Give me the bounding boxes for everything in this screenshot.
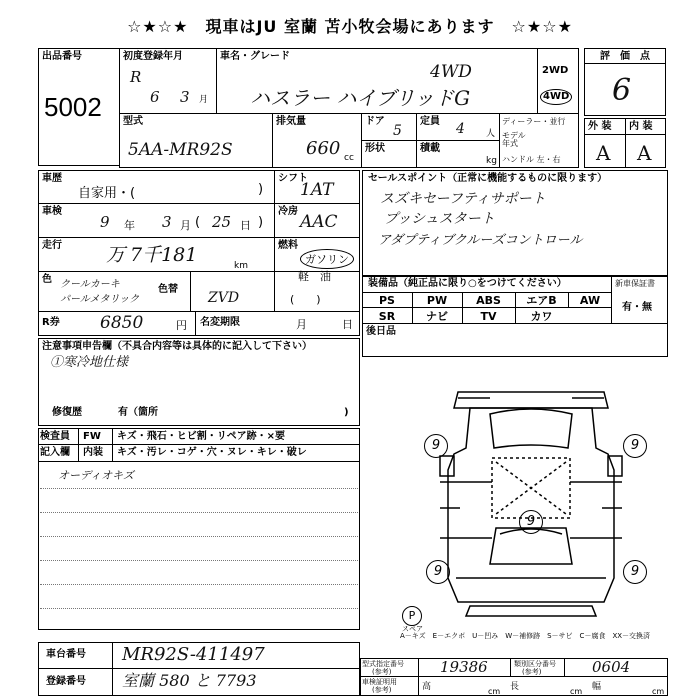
car-drive-handwritten: 4WD: [430, 62, 472, 82]
equip-aw: AW: [579, 294, 601, 307]
equip-ps: PS: [379, 294, 395, 307]
equip-sr: SR: [378, 310, 396, 323]
displacement-unit: cc: [344, 153, 354, 163]
rear-items-label: 後日品: [366, 326, 396, 337]
registration-label: 登録番号: [46, 676, 86, 687]
capacity-label: 定員: [420, 116, 440, 127]
page-title: ☆★☆★ 現車はJU 室蘭 苫小牧会場にあります ☆★☆★: [127, 17, 573, 36]
sales-points-label: セールスポイント（正常に機能するものに限ります）: [368, 173, 608, 184]
inspection-year-unit: 年: [124, 219, 135, 232]
aircon-label: 冷房: [278, 206, 298, 217]
load-label: 積載: [420, 143, 440, 154]
ext-grade-value: A: [596, 141, 611, 165]
lot-number: 5002: [44, 92, 102, 122]
inspection-label: 車検: [42, 206, 62, 217]
inspection-day-unit: 日: [240, 219, 251, 232]
shape-label: 形状: [365, 143, 385, 154]
shift-value: 1AT: [300, 180, 334, 200]
int-grade-label: 内 装: [629, 121, 653, 132]
cert-width: 幅: [592, 682, 602, 692]
displacement-label: 排気量: [276, 116, 306, 127]
notes-label: 注意事項申告欄（不具合内容等は具体的に記入して下さい）: [42, 341, 312, 352]
fuel-label: 燃料: [278, 240, 298, 251]
diagram-mark-center: 9: [519, 510, 543, 534]
doors-value: 5: [393, 123, 402, 139]
equip-leather: カワ: [530, 310, 553, 323]
inspector-fw: FW: [83, 431, 101, 442]
diagram-roof-front: [454, 392, 608, 408]
equip-navi: ナビ: [426, 310, 448, 323]
cert-length: 長: [510, 682, 520, 692]
ticket-value: 6850: [100, 313, 144, 333]
fuel-alt: 軽 油: [298, 270, 331, 283]
ext-grade-label: 外 装: [588, 121, 612, 132]
shift-label: シフト: [278, 173, 308, 184]
history-value: 自家用・(: [78, 186, 136, 201]
mileage-value: 7千181: [130, 244, 198, 266]
color-value: クールカーキ パールメタリック: [60, 279, 140, 305]
inspection-day: 25: [212, 213, 232, 231]
registration-value: 室蘭 580 と 7793: [122, 671, 257, 690]
equip-airbag: エアB: [526, 294, 557, 307]
designation-label: 型式指定番号: [362, 660, 404, 668]
first-reg-month-unit: 月: [199, 95, 209, 105]
first-reg-label: 初度登録年月: [123, 51, 183, 62]
fuel-value: ガソリン: [300, 249, 354, 269]
spare-label: スペア: [402, 625, 423, 633]
fuel-paren: ( ): [290, 293, 321, 306]
handle-label: ハンドル 左・右: [502, 155, 561, 164]
warranty-label: 新車保証書: [615, 279, 655, 288]
inspection-paren-open: (: [195, 215, 201, 230]
aircon-value: AAC: [300, 212, 338, 232]
car-diagram: [400, 378, 662, 628]
history-label: 車歴: [42, 173, 62, 184]
first-reg-month: 3: [180, 88, 190, 106]
model-value: 5AA-MR92S: [128, 140, 233, 160]
inspector-row1: キズ・飛石・ヒビ割・リペア跡・×要: [117, 431, 285, 442]
first-reg-year: 6: [150, 88, 160, 106]
designation-sub: (参考): [372, 668, 392, 676]
ticket-unit: 円: [176, 319, 187, 332]
inspector-row2: キズ・汚レ・コゲ・穴・ヌレ・キレ・破レ: [117, 447, 307, 458]
class-value: 0604: [592, 658, 631, 676]
drive-opt-2wd: 2WD: [542, 65, 569, 76]
color-label: 色: [42, 274, 52, 285]
repair-value: 有（箇所: [118, 407, 158, 418]
capacity-value: 4: [456, 121, 465, 137]
diagram-mark-rear-right: 9: [623, 560, 647, 584]
sales-point-2: プッシュスタート: [384, 211, 495, 227]
ticket-row: [38, 311, 360, 336]
inspector-interior: 内装: [83, 447, 103, 458]
car-name-label: 車名・グレード: [220, 51, 290, 62]
inspection-paren-close: ): [258, 215, 264, 230]
equip-tv: TV: [480, 310, 497, 323]
equipment-label: 装備品（純正品に限り○をつけてください）: [368, 278, 567, 289]
warranty-value: 有・無: [622, 302, 652, 313]
inspector-label2: 記入欄: [40, 447, 70, 458]
notes-value: ①寒冷地仕様: [50, 355, 129, 370]
cert-height-unit: cm: [488, 687, 501, 696]
cert-length-unit: cm: [570, 687, 583, 696]
deadline-month: 月: [296, 318, 307, 331]
class-sub: (参考): [522, 668, 542, 676]
color-change-label: 色替: [158, 284, 178, 295]
equip-abs: ABS: [476, 294, 501, 307]
car-name-value: ハスラー ハイブリッドG: [250, 86, 471, 110]
first-reg-era: R: [130, 68, 142, 86]
history-close: ): [258, 182, 264, 197]
inspection-month-unit: 月: [180, 219, 191, 232]
diagram-mark-front-right: 9: [623, 434, 647, 458]
chassis-value: MR92S-411497: [122, 644, 265, 665]
class-label: 類別区分番号: [514, 660, 556, 668]
repair-close: ): [344, 407, 349, 418]
damage-legend: A－キズ E－エクボ U－凹み W－補修跡 S－サビ C－腐食 XX－交換済: [400, 632, 651, 640]
cert-height: 高: [422, 682, 432, 692]
inspection-year: 9: [100, 213, 110, 231]
repair-label: 修復歴: [52, 407, 82, 418]
load-unit: kg: [486, 156, 497, 166]
diagram-rear-bumper: [466, 606, 596, 616]
diagram-windshield: [490, 409, 572, 448]
inspector-label: 検査員: [40, 431, 70, 442]
drive-opt-4wd: 4WD: [540, 89, 572, 105]
inspector-note: オーディオキズ: [58, 469, 134, 482]
lot-label: 出品番号: [42, 51, 82, 62]
cert-label: 車検証明用: [362, 678, 397, 686]
color-code: ZVD: [208, 290, 240, 306]
doors-label: ドア: [365, 116, 385, 127]
mileage-unit: km: [234, 261, 248, 271]
int-grade-value: A: [637, 141, 652, 165]
diagram-mark-rear-left: 9: [426, 560, 450, 584]
displacement-value: 660: [306, 138, 341, 159]
model-label: 型式: [123, 116, 143, 127]
spare-tire-mark: P: [402, 606, 422, 626]
ticket-label: R券: [42, 317, 60, 328]
cert-sub: (参考): [372, 686, 392, 694]
mileage-label: 走行: [42, 240, 62, 251]
score-value: 6: [612, 73, 632, 108]
deadline-day: 日: [342, 318, 353, 331]
inspection-month: 3: [162, 213, 172, 231]
model-year-label: モデル 年式: [502, 131, 526, 148]
cert-width-unit: cm: [652, 687, 665, 696]
dealer-label: ディーラー・並行: [502, 117, 566, 126]
rear-items-box: [362, 323, 668, 357]
capacity-unit: 人: [486, 129, 496, 139]
diagram-mark-front-left: 9: [424, 434, 448, 458]
name-change-label: 名変期限: [200, 317, 240, 328]
mileage-prefix: 万: [106, 244, 126, 266]
designation-value: 19386: [440, 658, 488, 676]
sales-point-3: アダプティブクルーズコントロール: [378, 233, 583, 248]
equip-pw: PW: [426, 294, 448, 307]
diagram-body: [448, 408, 614, 602]
score-label: 評 価 点: [600, 51, 650, 62]
sales-point-1: スズキセーフティサポート: [380, 191, 546, 207]
chassis-label: 車台番号: [46, 649, 86, 660]
